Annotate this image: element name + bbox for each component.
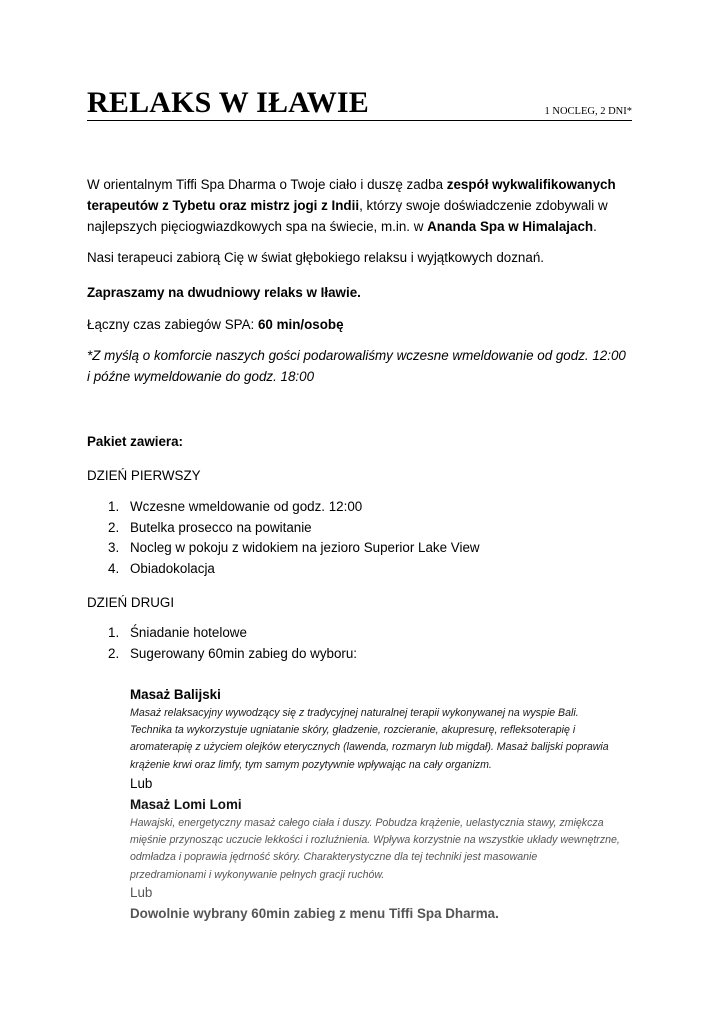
list-item (87, 518, 632, 539)
list-item-text: Butelka prosecco na powitanie (130, 519, 312, 535)
therapists-paragraph: Nasi terapeuci zabiorą Cię w świat głębokiego relaksu i wyjątkowych doznań. (87, 250, 544, 265)
option-any-treatment: Dowolnie wybrany 60min zabieg z menu Tiffi Spa Dharma. (130, 906, 499, 921)
intro-paragraph (87, 174, 632, 237)
description-line: przedramionami i wykonywanie pełnych gracji ruchów. (130, 868, 385, 881)
page-subtitle: 1 NOCLEG, 2 DNI* (544, 106, 632, 117)
description-line: Technika ta wykorzystuje ugniatanie skóry, gładzenie, rozcieranie, akupresurę, refleksoterapię i (130, 724, 576, 737)
spa-time-paragraph (87, 314, 632, 335)
page-title: RELAKS W IŁAWIE (87, 86, 369, 119)
title-row (87, 86, 632, 121)
list-item-text: Wczesne wmeldowanie od godz. 12:00 (130, 499, 363, 514)
day-one-list (87, 497, 632, 579)
intro-bold-therapists: zespół wykwalifikowanych terapeutów z Tybetu oraz mistrz jogi z Indii (87, 177, 616, 213)
spa-time-label: Łączny czas zabiegów SPA: (87, 317, 258, 332)
list-number: 2. (108, 519, 120, 535)
list-item (87, 559, 632, 580)
list-item-text: Sugerowany 60min zabieg do wyboru: (130, 645, 358, 661)
day-one-heading: DZIEŃ PIERWSZY (87, 468, 201, 483)
description-line: odmładza i poprawia jędrność skóry. Charakterystyczne dla tej techniki jest masowanie (130, 851, 538, 864)
list-item (87, 497, 632, 518)
list-item-text: Obiadokolacja (130, 560, 215, 576)
or-separator: Lub (130, 885, 153, 900)
list-item-text: Śniadanie hotelowe (130, 625, 247, 640)
intro-text-3: . (593, 219, 597, 234)
spa-time-value: 60 min/osobę (257, 317, 344, 332)
list-number: 4. (108, 560, 120, 576)
invitation-paragraph: Zapraszamy na dwudniowy relaks w Iławie. (87, 285, 361, 300)
checkin-note-line: *Z myślą o komforcie naszych gości podarowaliśmy wczesne wmeldowanie od godz. 12:00 (87, 348, 626, 363)
list-item (87, 644, 632, 665)
intro-text-2: , którzy swoje doświadczenie zdobywali w najlepszych pięciogwiazdkowych spa na świecie, m.in. w (87, 198, 608, 234)
list-item-text: Nocleg w pokoju z widokiem na jezioro Superior Lake View (130, 540, 480, 555)
package-heading: Pakiet zawiera: (87, 434, 184, 449)
list-number: 1. (108, 499, 120, 514)
description-line: Masaż relaksacyjny wywodzący się z tradycyjnej naturalnej terapii wykonywanej na wyspie Bali. (130, 707, 579, 719)
option-balinese-massage (130, 685, 640, 774)
option-lomi-lomi-massage (130, 795, 640, 884)
description-line: aromaterapię z użyciem olejków eterycznych (lawenda, rozmaryn lub migdał). Masaż balijski poprawia (130, 741, 609, 754)
or-separator: Lub (130, 776, 153, 791)
list-number: 3. (108, 540, 120, 555)
option-description (130, 815, 640, 884)
intro-bold-ananda: Ananda Spa w Himalajach (427, 219, 594, 234)
option-description (130, 705, 640, 774)
option-title: Masaż Lomi Lomi (130, 797, 242, 812)
day-two-heading: DZIEŃ DRUGI (87, 595, 175, 610)
description-line: krążenie krwi oraz limfy, tym samym pozytywnie wpływając na cały organizm. (130, 758, 492, 771)
list-item (87, 623, 632, 644)
option-title: Masaż Balijski (130, 687, 221, 702)
checkin-note (87, 345, 632, 387)
intro-text-1: W orientalnym Tiffi Spa Dharma o Twoje ciało i duszę zadba (87, 177, 447, 192)
checkin-note-line: i późne wymeldowanie do godz. 18:00 (87, 369, 315, 384)
list-number: 1. (108, 625, 120, 640)
list-number: 2. (108, 645, 120, 661)
list-item (87, 538, 632, 559)
description-line: Hawajski, energetyczny masaż całego ciała i duszy. Pobudza krążenie, uelastycznia stawy, zmiękcza (130, 817, 604, 829)
day-two-list (87, 623, 632, 664)
description-line: mięśnie przynosząc uczucie lekkości i rozluźnienia. Wpływa korzystnie na wszystkie układy wewnętrzne, (130, 834, 620, 847)
